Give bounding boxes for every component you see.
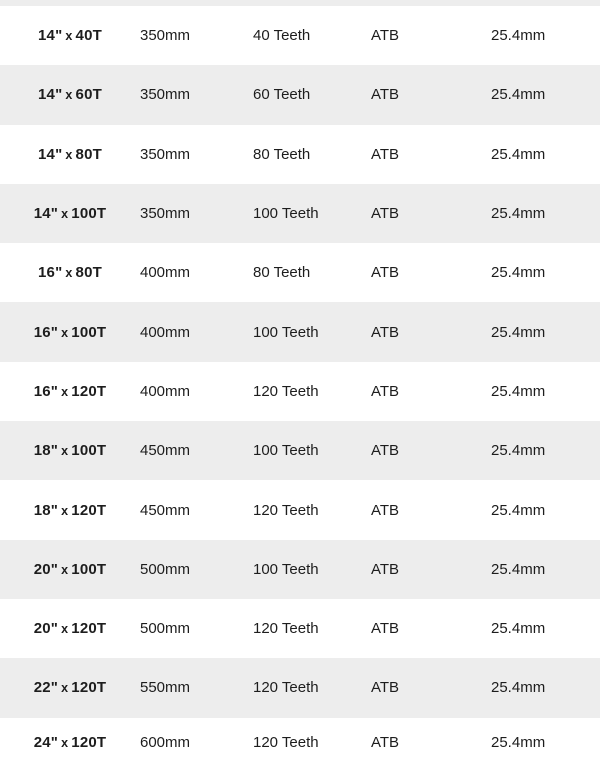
cell-diameter: 450mm [140,501,191,519]
size-teeth: 100T [71,560,107,578]
cell-size [0,599,140,658]
cell-size [0,362,140,421]
table-row [0,658,600,717]
cell-grind: ATB [371,382,400,400]
cell-bore: 25.4mm [491,501,546,519]
cell-teeth: 120 Teeth [253,679,319,697]
size-inch: 24" [33,734,59,752]
size-separator: x [61,622,69,637]
cell-size [0,658,140,717]
cell-bore: 25.4mm [491,145,546,163]
cell-teeth: 60 Teeth [253,86,311,104]
size-teeth: 120T [71,679,107,697]
size-separator: x [65,266,73,281]
cell-teeth: 120 Teeth [253,501,319,519]
size-teeth: 80T [75,264,102,282]
table-row [0,362,600,421]
cell-bore: 25.4mm [491,264,546,282]
size-teeth: 100T [71,205,107,223]
size-separator: x [61,681,69,696]
size-separator: x [61,503,69,518]
cell-teeth: 40 Teeth [253,27,311,45]
cell-grind: ATB [371,205,400,223]
table-row [0,421,600,480]
table-row [0,184,600,243]
cell-bore: 25.4mm [491,382,546,400]
size-inch: 22" [33,679,59,697]
cell-teeth: 100 Teeth [253,205,319,223]
size-teeth: 120T [71,501,107,519]
cell-size [0,6,140,65]
cell-grind: ATB [371,442,400,460]
size-teeth: 100T [71,442,107,460]
cell-bore: 25.4mm [491,323,546,341]
cell-size [0,65,140,124]
table-row [0,480,600,539]
size-separator: x [65,147,73,162]
size-inch: 16" [37,264,63,282]
size-separator: x [61,444,69,459]
size-inch: 18" [33,442,59,460]
cell-diameter: 500mm [140,620,191,638]
table-row [0,125,600,184]
cell-size [0,184,140,243]
size-inch: 16" [33,323,59,341]
size-teeth: 120T [71,382,107,400]
size-inch: 16" [33,382,59,400]
cell-teeth: 100 Teeth [253,323,319,341]
cell-grind: ATB [371,620,400,638]
cell-grind: ATB [371,679,400,697]
size-separator: x [61,736,69,751]
cell-grind: ATB [371,560,400,578]
table-row [0,718,600,768]
size-inch: 14" [33,205,59,223]
cell-grind: ATB [371,86,400,104]
cell-bore: 25.4mm [491,560,546,578]
size-separator: x [61,562,69,577]
cell-diameter: 600mm [140,734,191,752]
cell-teeth: 120 Teeth [253,382,319,400]
cell-size [0,421,140,480]
cell-size [0,125,140,184]
table-row [0,243,600,302]
cell-diameter: 350mm [140,27,191,45]
cell-teeth: 120 Teeth [253,734,319,752]
size-inch: 20" [33,620,59,638]
cell-size [0,540,140,599]
size-separator: x [65,29,73,44]
size-inch: 18" [33,501,59,519]
size-inch: 20" [33,560,59,578]
cell-bore: 25.4mm [491,734,546,752]
cell-grind: ATB [371,323,400,341]
cell-diameter: 350mm [140,205,191,223]
size-separator: x [61,207,69,222]
cell-teeth: 100 Teeth [253,560,319,578]
cell-bore: 25.4mm [491,679,546,697]
cell-bore: 25.4mm [491,86,546,104]
size-teeth: 120T [71,620,107,638]
cell-size [0,480,140,539]
size-separator: x [61,384,69,399]
size-teeth: 40T [75,27,102,45]
size-teeth: 60T [75,86,102,104]
cell-grind: ATB [371,145,400,163]
cell-bore: 25.4mm [491,205,546,223]
table-row [0,599,600,658]
cell-size [0,243,140,302]
size-separator: x [65,88,73,103]
table-row [0,6,600,65]
size-inch: 14" [37,86,63,104]
cell-diameter: 400mm [140,382,191,400]
cell-grind: ATB [371,734,400,752]
cell-bore: 25.4mm [491,620,546,638]
cell-diameter: 350mm [140,145,191,163]
size-separator: x [61,325,69,340]
cell-teeth: 80 Teeth [253,145,311,163]
table-row [0,302,600,361]
cell-bore: 25.4mm [491,27,546,45]
cell-teeth: 120 Teeth [253,620,319,638]
cell-diameter: 350mm [140,86,191,104]
cell-grind: ATB [371,264,400,282]
cell-grind: ATB [371,501,400,519]
table-row [0,540,600,599]
cell-size [0,302,140,361]
size-teeth: 120T [71,734,107,752]
cell-bore: 25.4mm [491,442,546,460]
specification-table [0,6,600,768]
cell-diameter: 450mm [140,442,191,460]
cell-diameter: 400mm [140,264,191,282]
cell-size [0,718,140,768]
specification-table-body [0,6,600,768]
table-row [0,65,600,124]
size-inch: 14" [37,145,63,163]
size-teeth: 100T [71,323,107,341]
size-teeth: 80T [75,145,102,163]
cell-teeth: 100 Teeth [253,442,319,460]
cell-diameter: 550mm [140,679,191,697]
size-inch: 14" [37,27,63,45]
cell-diameter: 400mm [140,323,191,341]
cell-diameter: 500mm [140,560,191,578]
cell-teeth: 80 Teeth [253,264,311,282]
cell-grind: ATB [371,27,400,45]
